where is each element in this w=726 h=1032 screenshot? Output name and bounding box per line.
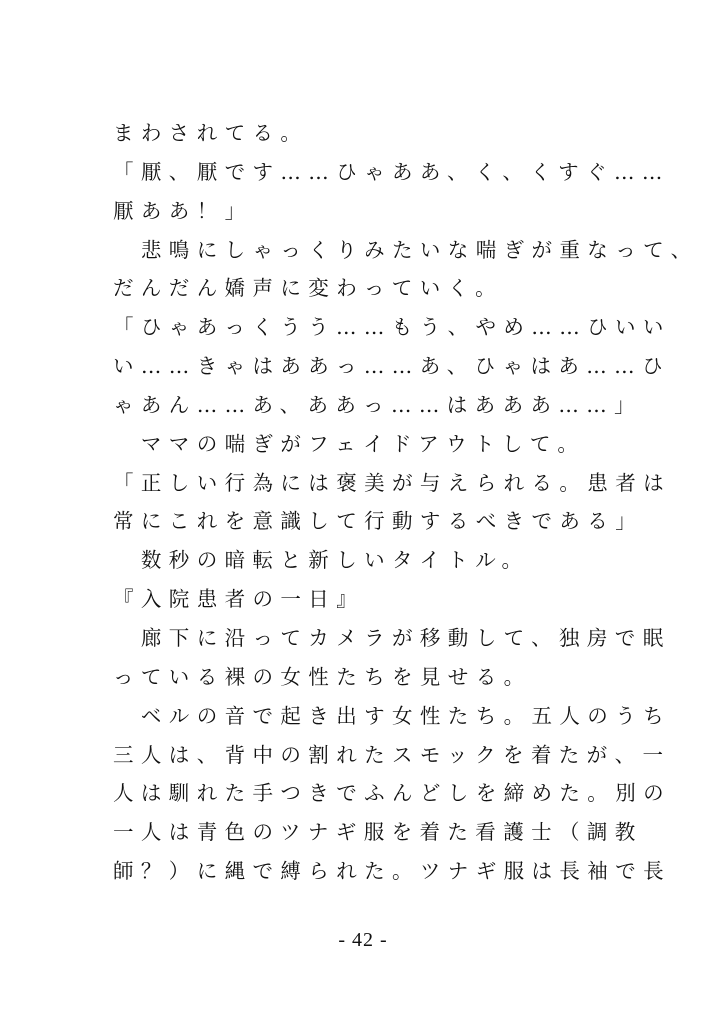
text-line: 三人は、背中の割れたスモックを着たが、一 [113,742,671,767]
text-line: だんだん嬌声に変わっていく。 [113,276,503,301]
text-line: 悲鳴にしゃっくりみたいな喘ぎが重なって、 [113,237,699,262]
text-line: い……きゃはああっ……あ、ひゃはあ……ひ [113,354,670,379]
body-text [113,114,699,891]
text-line: 「正しい行為には褒美が与えられる。患者は [113,470,671,495]
text-line: 廊下に沿ってカメラが移動して、独房で眠 [113,625,671,650]
text-line: 数秒の暗転と新しいタイトル。 [113,548,530,573]
text-line: 一人は青色のツナギ服を着た看護士（調教 [113,820,643,845]
text-line: 厭ああ！」 [113,198,253,223]
page-number: - 42 - [338,929,388,951]
text-line: 「厭、厭です……ひゃああ、く、くすぐ…… [113,159,670,184]
text-line: 「ひゃあっくうう……もう、やめ……ひいい [113,315,671,340]
text-line: 『入院患者の一日』 [113,587,365,612]
text-line: ゃあん……あ、ああっ……はあああ……」 [113,392,643,417]
text-line: っている裸の女性たちを見せる。 [113,664,532,689]
text-line: ママの喘ぎがフェイドアウトして。 [113,431,586,456]
text-line: 常にこれを意識して行動するべきである」 [113,509,644,534]
text-line: 人は馴れた手つきでふんどしを締めた。別の [113,781,671,806]
text-line: ベルの音で起き出す女性たち。五人のうち [113,703,671,728]
text-line: まわされてる。 [113,121,309,145]
text-line: 師？）に縄で縛られた。ツナギ服は長袖で長 [113,859,671,884]
